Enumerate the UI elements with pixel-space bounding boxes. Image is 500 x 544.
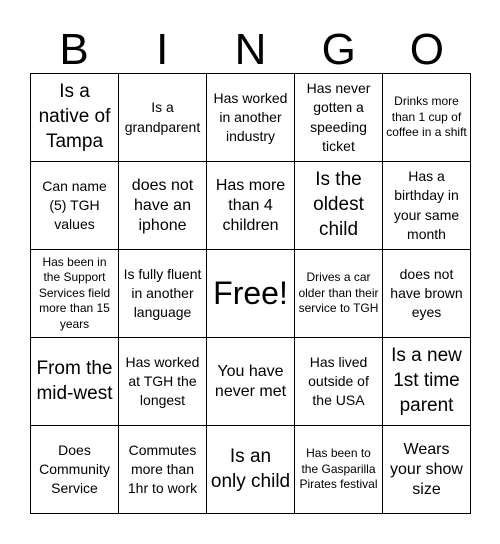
header-letter-o: O <box>409 25 444 74</box>
bingo-cell-r2-c1[interactable]: Can name (5) TGH values <box>31 162 119 250</box>
bingo-cell-r2-c3[interactable]: Has more than 4 children <box>207 162 295 250</box>
bingo-cell-r4-c4[interactable]: Has lived outside of the USA <box>295 338 383 426</box>
bingo-cell-r5-c4[interactable]: Has been to the Gasparilla Pirates festival <box>295 426 383 514</box>
bingo-cell-r1-c2[interactable]: Is a grandparent <box>119 74 207 162</box>
bingo-cell-r5-c2[interactable]: Commutes more than 1hr to work <box>119 426 207 514</box>
header-letter-g: G <box>321 25 356 74</box>
bingo-cell-r3-c5[interactable]: does not have brown eyes <box>383 250 471 338</box>
bingo-cell-r1-c4[interactable]: Has never gotten a speeding ticket <box>295 74 383 162</box>
bingo-cell-r1-c3[interactable]: Has worked in another industry <box>207 74 295 162</box>
bingo-cell-r3-c1[interactable]: Has been in the Support Services field more than 15 years <box>31 250 119 338</box>
bingo-cell-r4-c1[interactable]: From the mid-west <box>31 338 119 426</box>
bingo-cell-r2-c4[interactable]: Is the oldest child <box>295 162 383 250</box>
bingo-cell-r2-c5[interactable]: Has a birthday in your same month <box>383 162 471 250</box>
bingo-header <box>30 24 471 76</box>
bingo-free-space[interactable]: Free! <box>207 250 295 338</box>
header-letter-n: N <box>234 25 267 74</box>
bingo-cell-r4-c3[interactable]: You have never met <box>207 338 295 426</box>
header-letter-b: B <box>59 25 89 74</box>
bingo-cell-r5-c5[interactable]: Wears your show size <box>383 426 471 514</box>
bingo-cell-r5-c3[interactable]: Is an only child <box>207 426 295 514</box>
bingo-cell-r1-c5[interactable]: Drinks more than 1 cup of coffee in a shift <box>383 74 471 162</box>
bingo-cell-r5-c1[interactable]: Does Community Service <box>31 426 119 514</box>
bingo-cell-r1-c1[interactable]: Is a native of Tampa <box>31 74 119 162</box>
bingo-cell-r3-c2[interactable]: Is fully fluent in another language <box>119 250 207 338</box>
bingo-cell-r3-c4[interactable]: Drives a car older than their service to TGH <box>295 250 383 338</box>
bingo-cell-r4-c2[interactable]: Has worked at TGH the longest <box>119 338 207 426</box>
bingo-cell-r2-c2[interactable]: does not have an iphone <box>119 162 207 250</box>
bingo-cell-r4-c5[interactable]: Is a new 1st time parent <box>383 338 471 426</box>
bingo-board <box>30 73 471 514</box>
header-letter-i: I <box>156 25 169 74</box>
